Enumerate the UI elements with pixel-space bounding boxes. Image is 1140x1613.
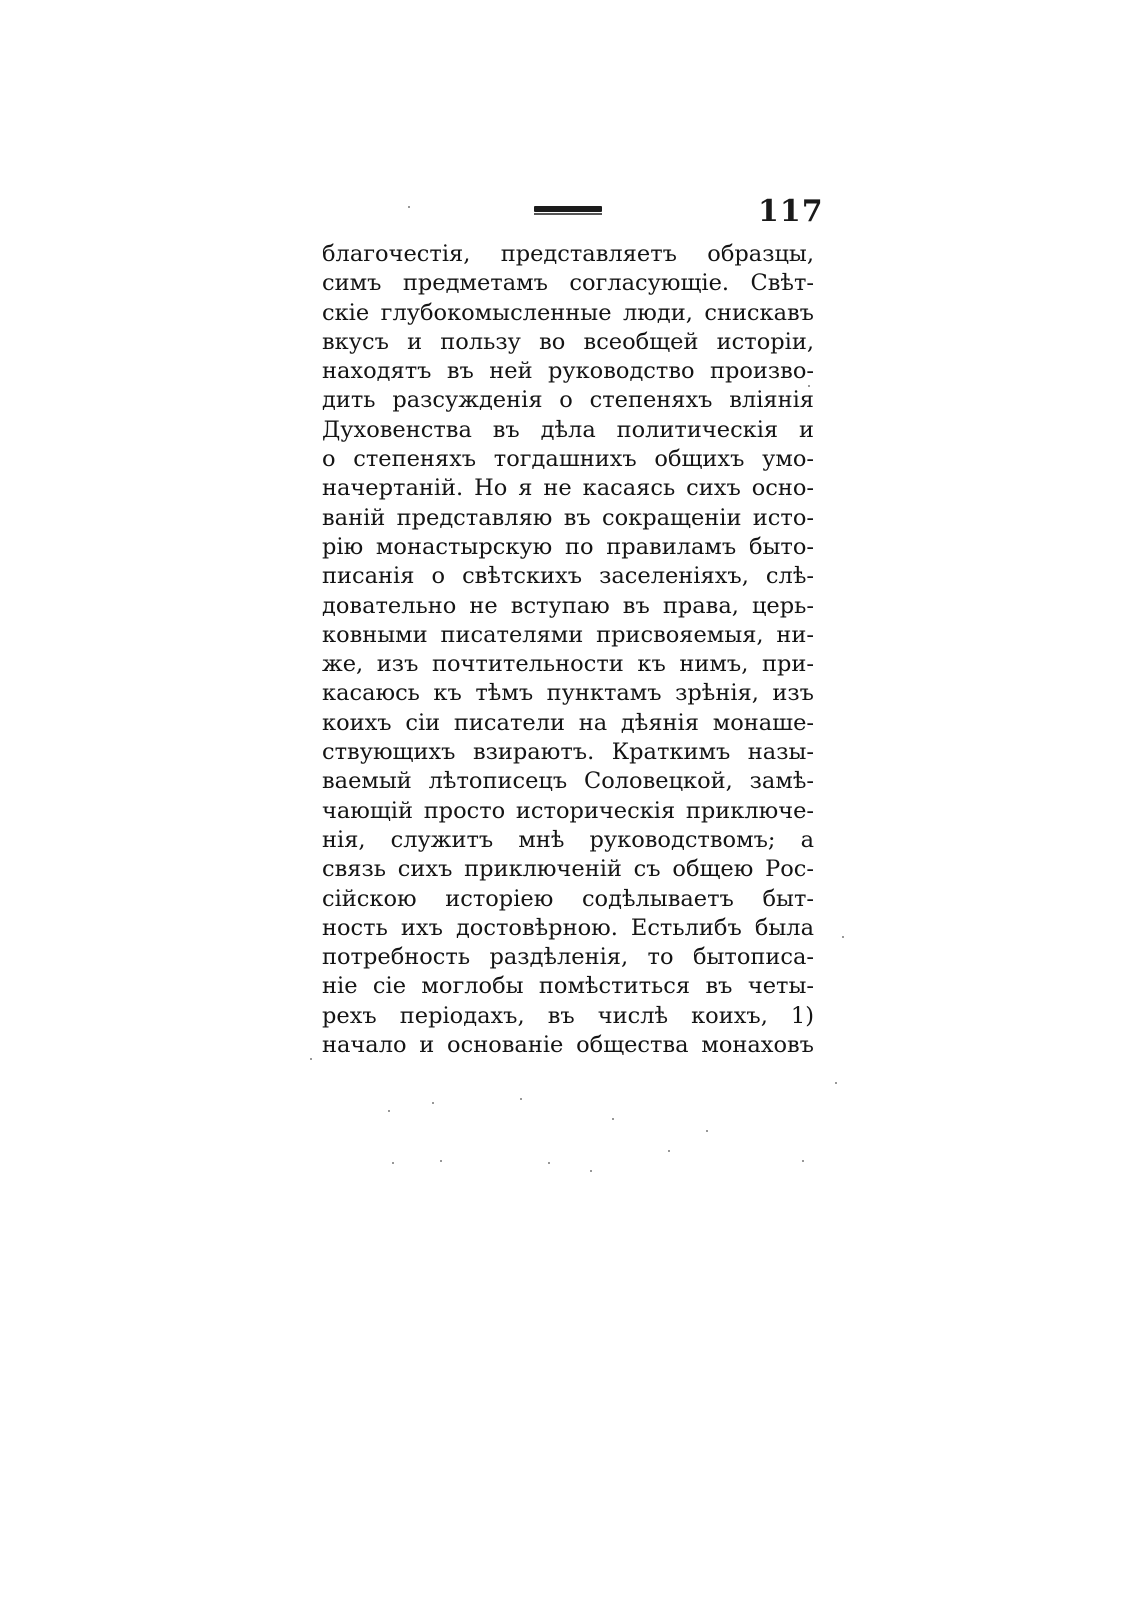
text-line: рію монастырскую по правиламъ бытo- [322,533,814,560]
speck [590,1170,592,1172]
text-line: ствующихъ взираютъ. Краткимъ назы- [322,739,814,766]
text-line: же, изъ почтительности къ нимъ, при- [322,651,814,678]
text-line: начертаній. Но я не касаясь сихъ осно- [322,475,814,502]
text-line: писанія о свѣтскихъ заселеніяхъ, слѣ- [322,563,814,590]
text-line: дить разсужденія о степеняхъ вліянія [322,387,814,414]
text-line: сійскою исторіею содѣлываетъ быт- [322,885,814,912]
speck [520,1098,522,1100]
text-line: потребность раздѣленія, то бытописа- [322,944,814,971]
speck [612,1118,614,1120]
text-line: коихъ сіи писатели на дѣянія монаше- [322,709,814,736]
text-line: ность ихъ достовѣрною. Естьлибъ была [322,914,814,941]
page-number: 117 [758,194,824,229]
text-line: чающій просто историческія приключе- [322,797,814,824]
text-line: благочестія, представляетъ образцы, [322,241,814,267]
body-text [322,240,814,1060]
text-line: рехъ періодахъ, въ числѣ коихъ, 1) [322,1002,814,1029]
text-line: ніе сіе моглобы помѣститься въ четы- [322,973,814,1000]
text-line: ваній представляю въ сокращеніи исто- [322,504,814,531]
speck [835,1082,837,1084]
text-line: находятъ въ ней руководство произво- [322,358,814,385]
speck [548,1162,550,1164]
speck [808,385,810,387]
speck [310,1058,312,1060]
text-line: связь сихъ приключеній съ общею Рос- [322,856,814,883]
speck [388,1110,390,1112]
speck [706,1130,708,1132]
text-line: начало и основаніе общества монаховъ [322,1032,814,1059]
text-line: симъ предметамъ согласующіе. Свѣт- [322,270,814,297]
speck [392,1162,394,1164]
speck [408,206,410,208]
text-line: вкусъ и пользу во всеобщей исторіи, [322,328,814,355]
text-line: ковными писателями присвояемыя, ни- [322,621,814,648]
header-ornament-rule [534,206,602,212]
text-line: ваемый лѣтописецъ Соловецкой, замѣ- [322,768,814,795]
text-line: о степеняхъ тогдашнихъ общихъ умо- [322,446,814,473]
text-line: довательно не вступаю въ права, церь- [322,592,814,619]
text-line: скіе глубокомысленные люди, снискавъ [322,299,814,326]
speck [842,936,844,938]
text-line: касаюсь къ тѣмъ пунктамъ зрѣнія, изъ [322,680,814,707]
speck [802,1160,804,1162]
speck [440,1160,442,1162]
speck [668,1150,670,1152]
text-line: нія, служитъ мнѣ руководствомъ; а [322,826,814,853]
speck [432,1102,434,1104]
text-line: Духовенства въ дѣла политическія и [322,416,814,443]
